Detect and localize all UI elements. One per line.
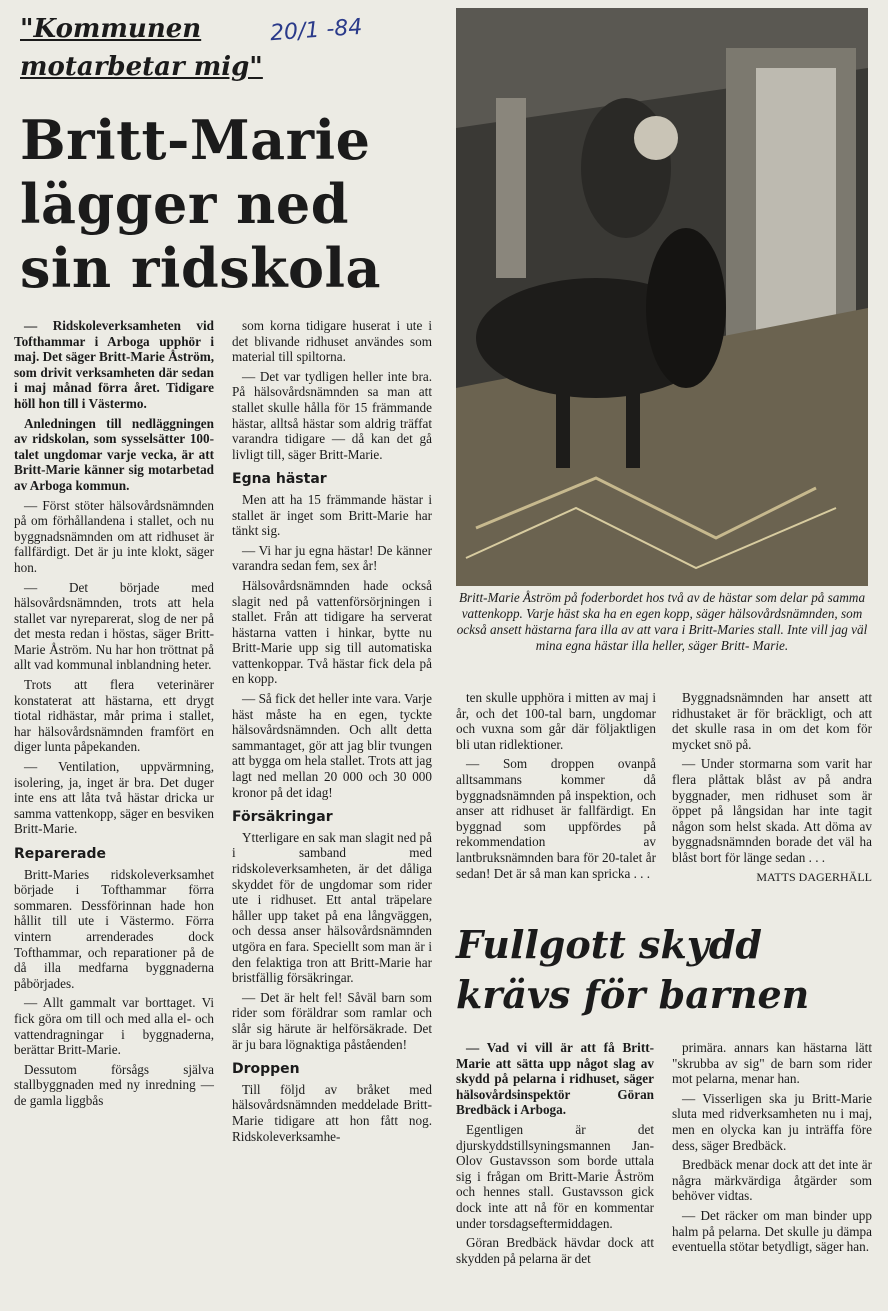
deck-paragraph: — Vad vi vill är att få Britt-Marie att sätta upp något slag av skydd på pelarna i ridhuset, säger hälsovårdsinspektör Göran Bredbäck i Arboga. [456, 1040, 654, 1118]
handwritten-date: 20/1 -84 [269, 14, 364, 47]
kicker [20, 10, 450, 86]
paragraph: Bredbäck menar dock att det inte är några märkvärdiga åtgärder som behöver vidtas. [672, 1157, 872, 1204]
kicker-line-1: "Kommunen [20, 14, 202, 44]
paragraph: ten skulle upphöra i mitten av maj i år, och det 100-tal barn, ungdomar och vuxna som går där följaktligen bli utan ridlektioner. [456, 690, 656, 752]
paragraph: Byggnadsnämnden har ansett att ridhustaket är för bräckligt, och att det skulle rasa in om det kom för mycket snö på. [672, 690, 872, 752]
paragraph: Egentligen är det djurskyddstillsyningsmannen Jan-Olov Gustavsson som borde uttala sig i frågan om Britt-Marie Åström och hennes stall. Gustavsson gick dock inte att nå för en kommentar under torsdagseftermiddagen. [456, 1121, 654, 1231]
paragraph: — Som droppen ovanpå alltsammans kommer då byggnadsnämnden på inspektion, och anser att ridhuset är fallfärdigt. En byggnad som uppfördes på rekommendation av lantbruksnämnden bara för 20-talet år sedan! Det är så man kan spricka . . . [456, 756, 656, 881]
stable-photo [456, 8, 868, 586]
secondary-headline-line-2: krävs för barnen [456, 972, 810, 1017]
paragraph: Trots att flera veterinärer konstaterat att hästarna, ett drygt tiotal ridhästar, mår prima i stallet, har hälsovårdsnämnden framfört en diger lunta påpekanden. [14, 677, 214, 755]
secondary-headline-line-1: Fullgott skydd [456, 922, 763, 967]
headline-line-3: sin ridskola [20, 236, 382, 300]
byline: MATTS DAGERHÄLL [756, 869, 872, 884]
paragraph: — Ventilation, uppvärmning, isolering, ja, inget är bra. Det duger inte ens att låta två hästar dricka ur samma vattenkopp, säger en besviken Britt-Marie. [14, 759, 214, 837]
main-headline [20, 108, 460, 300]
headline-line-2: lägger ned [20, 172, 349, 236]
paragraph: — Först stöter hälsovårdsnämnden på om förhållandena i stallet, och nu byggnadsnämnden om att ridhuset är fallfärdigt. Det är ju inte klokt, säger hon. [14, 497, 214, 575]
column-4 [672, 690, 872, 889]
paragraph: Men att ha 15 främmande hästar i stallet är inget som Britt-Marie har tänkt sig. [232, 491, 432, 539]
paragraph: — Det började med hälsovårdsnämnden, trots att hela stallet var nyreparerat, slog de ner på det mesta redan i höstas, säger Britt-Marie Åström. Nu har hon tröttnat på allt vad kommunal inblandning heter. [14, 579, 214, 673]
column-6 [672, 1040, 872, 1259]
subheading-droppen: Droppen [232, 1061, 300, 1078]
kicker-line-2: motarbetar mig" [20, 52, 263, 82]
paragraph: Hälsovårdsnämnden hade också slagit ned på vattenförsörjningen i stallet. Från att tidigare ha serverat hästarna vatten i hinkar, bytte nu Britt-Marie upp sig till automatiska vattenkoppar. Två hästar fick dela på en kopp. [232, 577, 432, 687]
subheading-egna-hastar: Egna hästar [232, 471, 327, 488]
paragraph: — Visserligen ska ju Britt-Marie sluta med ridverksamheten nu i maj, men en olycka kan ju inträffa före dess, säger Bredbäck. [672, 1090, 872, 1153]
column-2 [232, 318, 432, 1148]
paragraph: — Det var tydligen heller inte bra. På hälsovårdsnämnden sa man att stallet skulle hålla för 15 främmande hästar, alltså hästar som aldrig träffat varandra tidigare — då kan det gå livligt till, säger Britt-Marie. [232, 368, 432, 462]
paragraph: — Det är helt fel! Såväl barn som rider som föräldrar som ramlar och slår sig härute är helförsäkrade. Det är ju bara lögnaktiga påståenden! [232, 989, 432, 1052]
lead-paragraph-2: Anledningen till nedläggningen av ridskolan, som sysselsätter 100-talet ungdomar varje vecka, är att Britt-Marie känner sig motarbetad av Arboga kommun. [14, 415, 214, 493]
photo-caption: Britt-Marie Åström på foderbordet hos två av de hästar som delar på samma vattenkopp. Varje häst ska ha en egen kopp, säger hälsovårdsnämnden, som också ansett hästarna fara illa av att vara i Britt-Maries stall. Inte vill jag väl mina egna hästar illa heller, säger Britt- Marie. [456, 590, 868, 653]
photo-illustration [456, 8, 868, 586]
paragraph: — Så fick det heller inte vara. Varje häst måste ha en egen, tyckte hälsovårdsnämnden. Och allt detta sammantaget, gör att jag blir tvungen att bygga om hela stallet. Trots att jag lagt ned mellan 20 000 och 30 000 kronor på det idag! [232, 691, 432, 800]
paragraph: — Vi har ju egna hästar! De känner varandra sedan fem, sex år! [232, 542, 432, 574]
headline-line-1: Britt-Marie [20, 108, 371, 172]
subheading-reparerade: Reparerade [14, 846, 107, 862]
paragraph: — Allt gammalt var borttaget. Vi fick göra om till och med alla el- och vattendragningar i byggnaderna, berättar Britt-Marie. [14, 995, 214, 1058]
paragraph: primära. annars kan hästarna lätt "skrubba av sig" de barn som rider mot pelarna, menar han. [672, 1040, 872, 1087]
paragraph: — Det räcker om man binder upp halm på pelarna. Det skulle ju dämpa eventuella stötar betydligt, säger han. [672, 1207, 872, 1255]
paragraph: Till följd av bråket med hälsovårdsnämnden meddelade Britt-Marie tidigare att hon fått nog. Ridskoleverksamhe- [232, 1081, 432, 1144]
paragraph: som korna tidigare huserat i ute i det blivande ridhuset användes som material till spiltorna. [232, 318, 432, 365]
column-3 [456, 690, 656, 885]
subheading-forsakringar: Försäkringar [232, 809, 333, 826]
paragraph: — Under stormarna som varit har flera plåttak blåst av på andra byggnader, men ridhuset som är öppet på långsidan har inte tagit någon som helst skada. Att döma av byggnadsnämnden borade det väl ha blåst bort för länge sedan . . . [672, 756, 872, 865]
column-1 [14, 318, 214, 1113]
paragraph: Britt-Maries ridskoleverksamhet började i Tofthammar förra sommaren. Dessförinnan hade hon hållit till ute i Västermo. Förra vintern arrenderades dock Tofthammar, och reparationer på de då illa medfarna byggnaderna påbörjades. [14, 866, 214, 991]
paragraph: Dessutom försågs själva stallbyggnaden med ny inredning — de gamla liggbås [14, 1061, 214, 1108]
paragraph: Ytterligare en sak man slagit ned på i samband med ridskoleverksamheten, är det dåliga skyddet för de ungdomar som rider ute i ridhuset. Ett antal träpelare håller upp taket på ena långväggen, och dessa anser hälsovårdsnämnden utgöra en fara. Speciellt som man är i den felaktiga tron att Britt-Marie har bristfällig försäkringar. [232, 829, 432, 986]
secondary-headline [456, 920, 876, 1020]
paragraph: Göran Bredbäck hävdar dock att skydden på pelarna är det [456, 1235, 654, 1266]
column-5 [456, 1040, 654, 1270]
lead-paragraph: — Ridskoleverksamheten vid Tofthammar i Arboga upphör i maj. Det säger Britt-Marie Åström, som drivit verksamheten där sedan i maj månad förra året. Tidigare höll hon till i Västermo. [14, 318, 214, 411]
